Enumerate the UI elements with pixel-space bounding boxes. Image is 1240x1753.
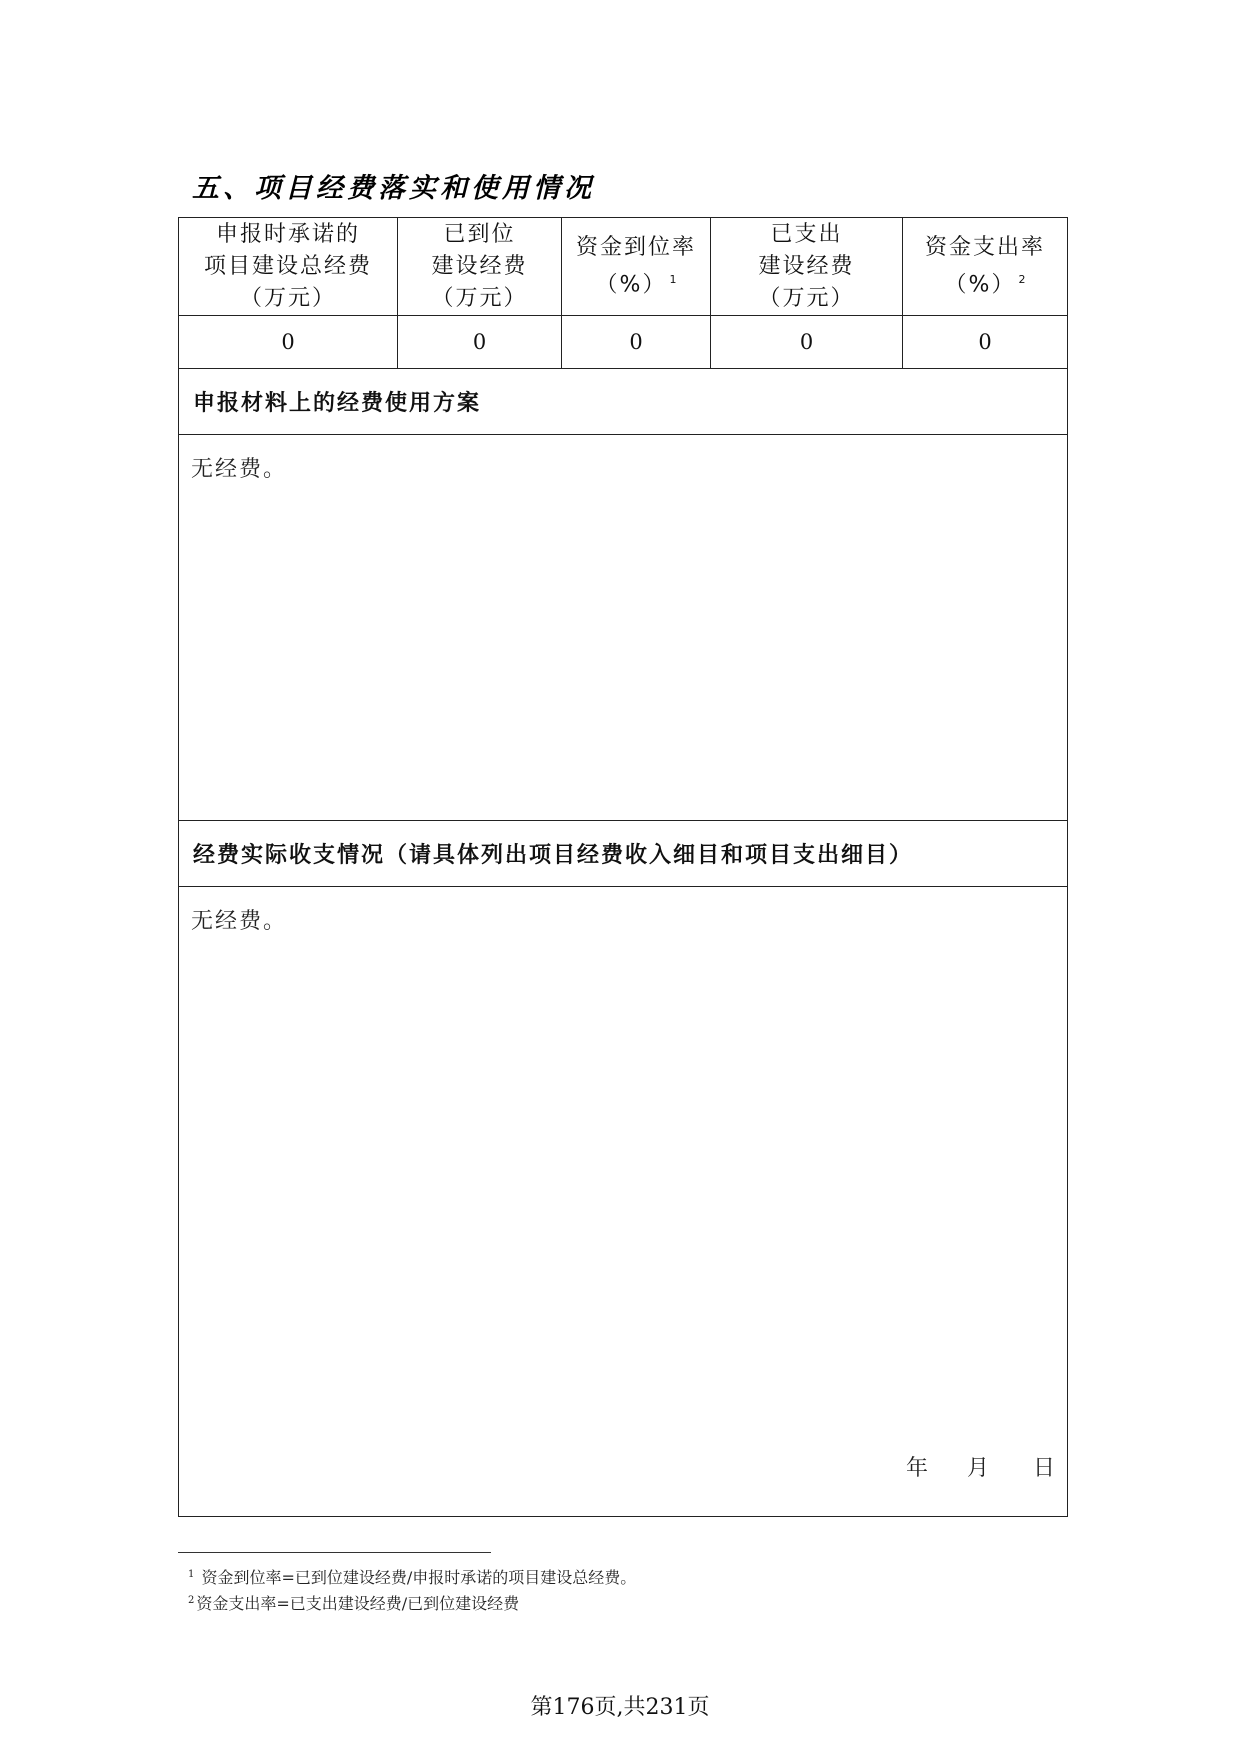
value-funds-spent: 0 [711, 316, 903, 369]
footnote-2: $^2$ 资金支出率=已支出建设经费/已到位建设经费 [188, 1594, 520, 1613]
plan-label: 申报材料上的经费使用方案 [179, 369, 1068, 435]
value-receipt-rate: 0 [562, 316, 711, 369]
footnote-ref-2: 2 [1018, 272, 1026, 286]
section-title: 五、项目经费落实和使用情况 [192, 173, 595, 204]
date-year: 年 [906, 1456, 929, 1481]
header-funds-spent: 已支出 建设经费 （万元） [711, 218, 903, 316]
plan-label-row [179, 369, 1068, 435]
page-number: 第176页,共231页 [530, 1695, 710, 1720]
footnote-1: $^1$ 资金到位率=已到位建设经费/申报时承诺的项目建设总经费。 [188, 1568, 637, 1587]
actual-body-row [179, 887, 1068, 1517]
header-total-promised: 申报时承诺的 项目建设总经费 （万元） [179, 218, 398, 316]
plan-content [179, 435, 1068, 821]
plan-body-row [179, 435, 1068, 821]
footnote-divider [178, 1552, 491, 1553]
plan-text: 无经费。 [191, 457, 288, 482]
footnote-ref-1: 1 [669, 272, 677, 286]
actual-label: 经费实际收支情况（请具体列出项目经费收入细目和项目支出细目） [179, 821, 1068, 887]
value-spend-rate: 0 [903, 316, 1068, 369]
values-row [179, 316, 1068, 369]
header-spend-rate: 资金支出率 （%） $^2$ [903, 218, 1068, 316]
actual-label-row [179, 821, 1068, 887]
value-total-promised: 0 [179, 316, 398, 369]
actual-text: 无经费。 [191, 909, 288, 934]
date-month: 月 [967, 1456, 990, 1481]
header-funds-received: 已到位 建设经费 （万元） [398, 218, 562, 316]
funds-table [178, 217, 1068, 1517]
date-day: 日 [1033, 1456, 1056, 1481]
value-funds-received: 0 [398, 316, 562, 369]
header-row [179, 218, 1068, 316]
header-receipt-rate: 资金到位率 （%） $^1$ [562, 218, 711, 316]
actual-content [179, 887, 1068, 1517]
date-line [906, 1451, 1056, 1482]
